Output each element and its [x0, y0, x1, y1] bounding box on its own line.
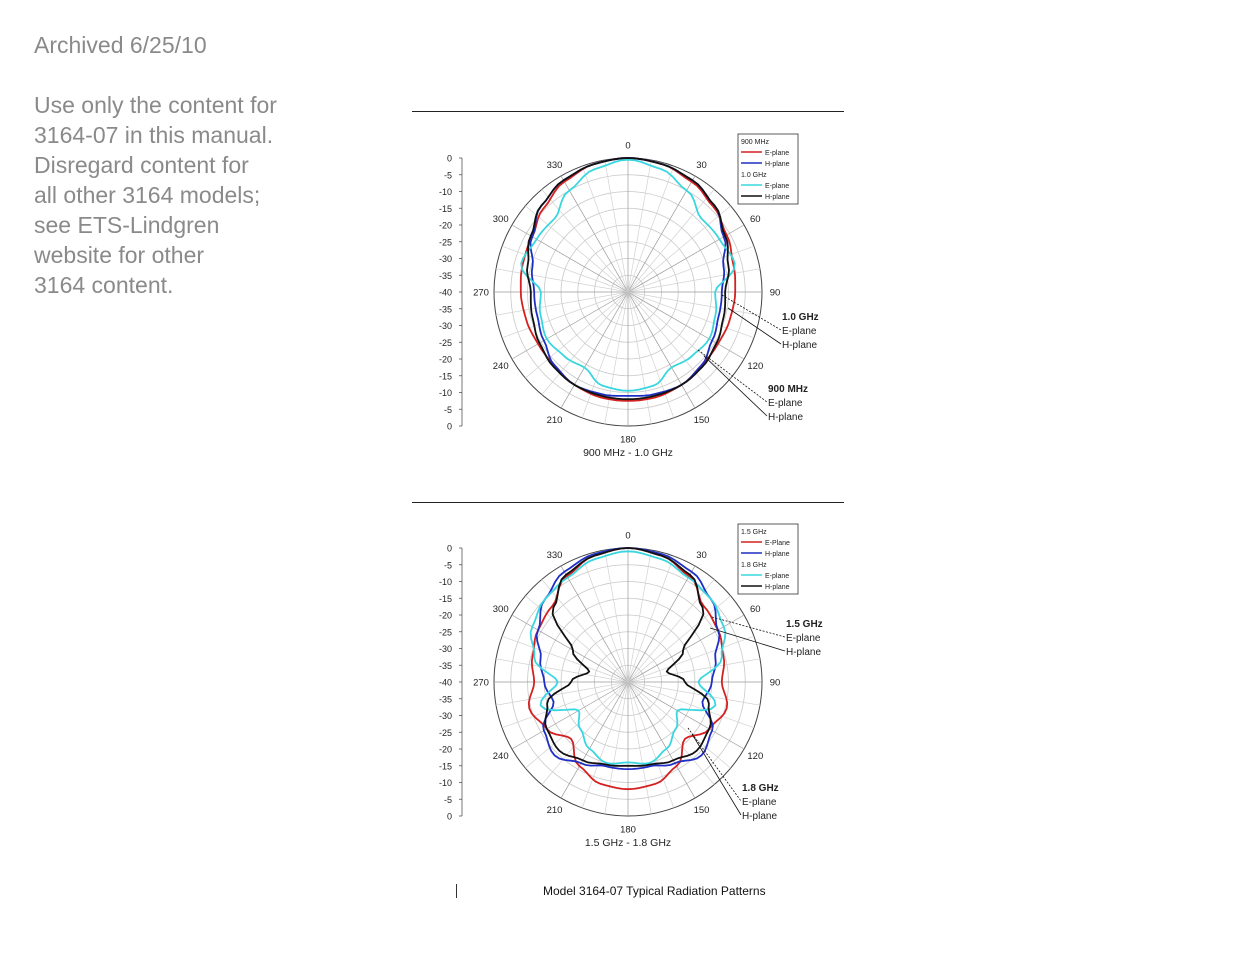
annotation-label: E-plane: [786, 633, 821, 644]
legend-entry-label: H-plane: [765, 551, 790, 558]
r-tick-label: -30: [438, 644, 452, 654]
angle-label: 90: [769, 287, 781, 299]
top-rule: [412, 111, 844, 112]
r-tick-label: -30: [438, 321, 452, 331]
r-tick-label: -40: [438, 677, 452, 688]
annotation-label: H-plane: [742, 811, 778, 822]
legend-entry-label: E-plane: [765, 573, 790, 580]
caption-marker: [456, 884, 457, 898]
r-tick-label: -10: [438, 187, 452, 197]
middle-rule: [412, 502, 844, 503]
r-tick-label: -15: [438, 761, 452, 772]
annotation-callout: [722, 295, 819, 351]
r-tick-label: -5: [443, 404, 452, 415]
angle-label: 0: [625, 140, 631, 152]
angle-label: 120: [747, 751, 764, 762]
annotation-label: H-plane: [782, 340, 818, 351]
angle-label: 300: [492, 604, 509, 615]
angle-label: 60: [750, 214, 761, 225]
legend-group-title: 1.0 GHz: [741, 172, 767, 179]
r-tick-label: -25: [438, 627, 452, 638]
r-tick-label: -35: [438, 694, 452, 705]
r-tick-label: -30: [438, 254, 452, 264]
r-tick-label: -30: [438, 711, 452, 721]
legend-entry-label: H-plane: [765, 161, 790, 168]
angle-label: 150: [693, 414, 710, 426]
angle-label: 120: [747, 361, 764, 372]
angle-label: 240: [492, 361, 509, 372]
note-line-7: 3164 content.: [34, 272, 174, 298]
annotation-title: 900 MHz: [768, 384, 809, 395]
angle-label: 0: [625, 530, 631, 542]
legend-entry-label: H-plane: [765, 584, 790, 591]
angle-label: 330: [546, 160, 563, 172]
legend: [738, 134, 798, 204]
r-tick-label: -35: [438, 660, 452, 671]
r-tick-label: -5: [443, 170, 452, 181]
angle-label: 240: [492, 751, 509, 762]
annotation-label: E-plane: [742, 797, 777, 808]
r-tick-label: 0: [446, 811, 452, 822]
angle-label: 300: [492, 214, 509, 225]
legend: [738, 524, 798, 594]
r-tick-label: -20: [438, 354, 452, 365]
polar-chart-1p5ghz-1p8ghz: [430, 520, 850, 860]
note-line-6: website for other: [34, 242, 205, 268]
angle-label: 330: [546, 550, 563, 562]
r-tick-label: -35: [438, 304, 452, 315]
annotation-label: H-plane: [768, 412, 804, 423]
r-tick-label: 0: [446, 153, 452, 164]
legend-entry-label: H-plane: [765, 194, 790, 201]
figure-caption: Model 3164-07 Typical Radiation Patterns: [543, 884, 766, 898]
angle-label: 90: [769, 677, 781, 689]
r-tick-label: -25: [438, 337, 452, 348]
note-line-1: Use only the content for: [34, 92, 277, 118]
r-tick-label: -40: [438, 287, 452, 298]
r-tick-label: -15: [438, 371, 452, 382]
archive-date: Archived 6/25/10: [34, 32, 207, 58]
legend-group-title: 1.5 GHz: [741, 529, 767, 536]
legend-group-title: 1.8 GHz: [741, 562, 767, 569]
note-line-3: Disregard content for: [34, 152, 249, 178]
note-line-2: 3164-07 in this manual.: [34, 122, 274, 148]
angle-label: 180: [620, 434, 636, 446]
r-tick-label: -10: [438, 577, 452, 587]
r-tick-label: -20: [438, 744, 452, 755]
legend-entry-label: E-plane: [765, 183, 790, 190]
legend-entry-label: E-Plane: [765, 540, 790, 547]
annotation-leader: [692, 734, 741, 815]
angle-label: 270: [473, 677, 489, 689]
angle-label: 30: [696, 160, 707, 172]
r-tick-label: -5: [443, 794, 452, 805]
r-tick-label: -20: [438, 220, 452, 231]
archive-note: [34, 30, 334, 300]
legend-group-title: 900 MHz: [741, 139, 770, 146]
chart-title: 1.5 GHz - 1.8 GHz: [584, 837, 672, 849]
annotation-label: H-plane: [786, 647, 822, 658]
annotation-leader: [722, 295, 781, 330]
r-tick-label: 0: [446, 543, 452, 554]
r-tick-label: -25: [438, 727, 452, 738]
angle-label: 210: [546, 414, 563, 426]
annotation-title: 1.8 GHz: [742, 783, 779, 794]
annotation-title: 1.0 GHz: [782, 312, 819, 323]
note-line-5: see ETS-Lindgren: [34, 212, 220, 238]
r-tick-label: -10: [438, 778, 452, 788]
annotation-title: 1.5 GHz: [786, 619, 823, 630]
angle-label: 60: [750, 604, 761, 615]
annotation-label: E-plane: [768, 398, 803, 409]
polar-chart-900mhz-1ghz: [430, 130, 850, 470]
r-tick-label: -10: [438, 388, 452, 398]
angle-label: 210: [546, 804, 563, 816]
annotation-callout: [710, 617, 823, 658]
angle-label: 30: [696, 550, 707, 562]
chart-title: 900 MHz - 1.0 GHz: [583, 447, 673, 459]
angle-label: 270: [473, 287, 489, 299]
r-tick-label: -15: [438, 203, 452, 214]
r-tick-label: -20: [438, 610, 452, 621]
r-tick-label: -35: [438, 270, 452, 281]
r-tick-label: -5: [443, 560, 452, 571]
r-tick-label: 0: [446, 421, 452, 432]
angle-label: 180: [620, 824, 636, 836]
angle-label: 150: [693, 804, 710, 816]
r-tick-label: -15: [438, 593, 452, 604]
legend-entry-label: E-plane: [765, 150, 790, 157]
annotation-label: E-plane: [782, 326, 817, 337]
note-line-4: all other 3164 models;: [34, 182, 261, 208]
r-tick-label: -25: [438, 237, 452, 248]
